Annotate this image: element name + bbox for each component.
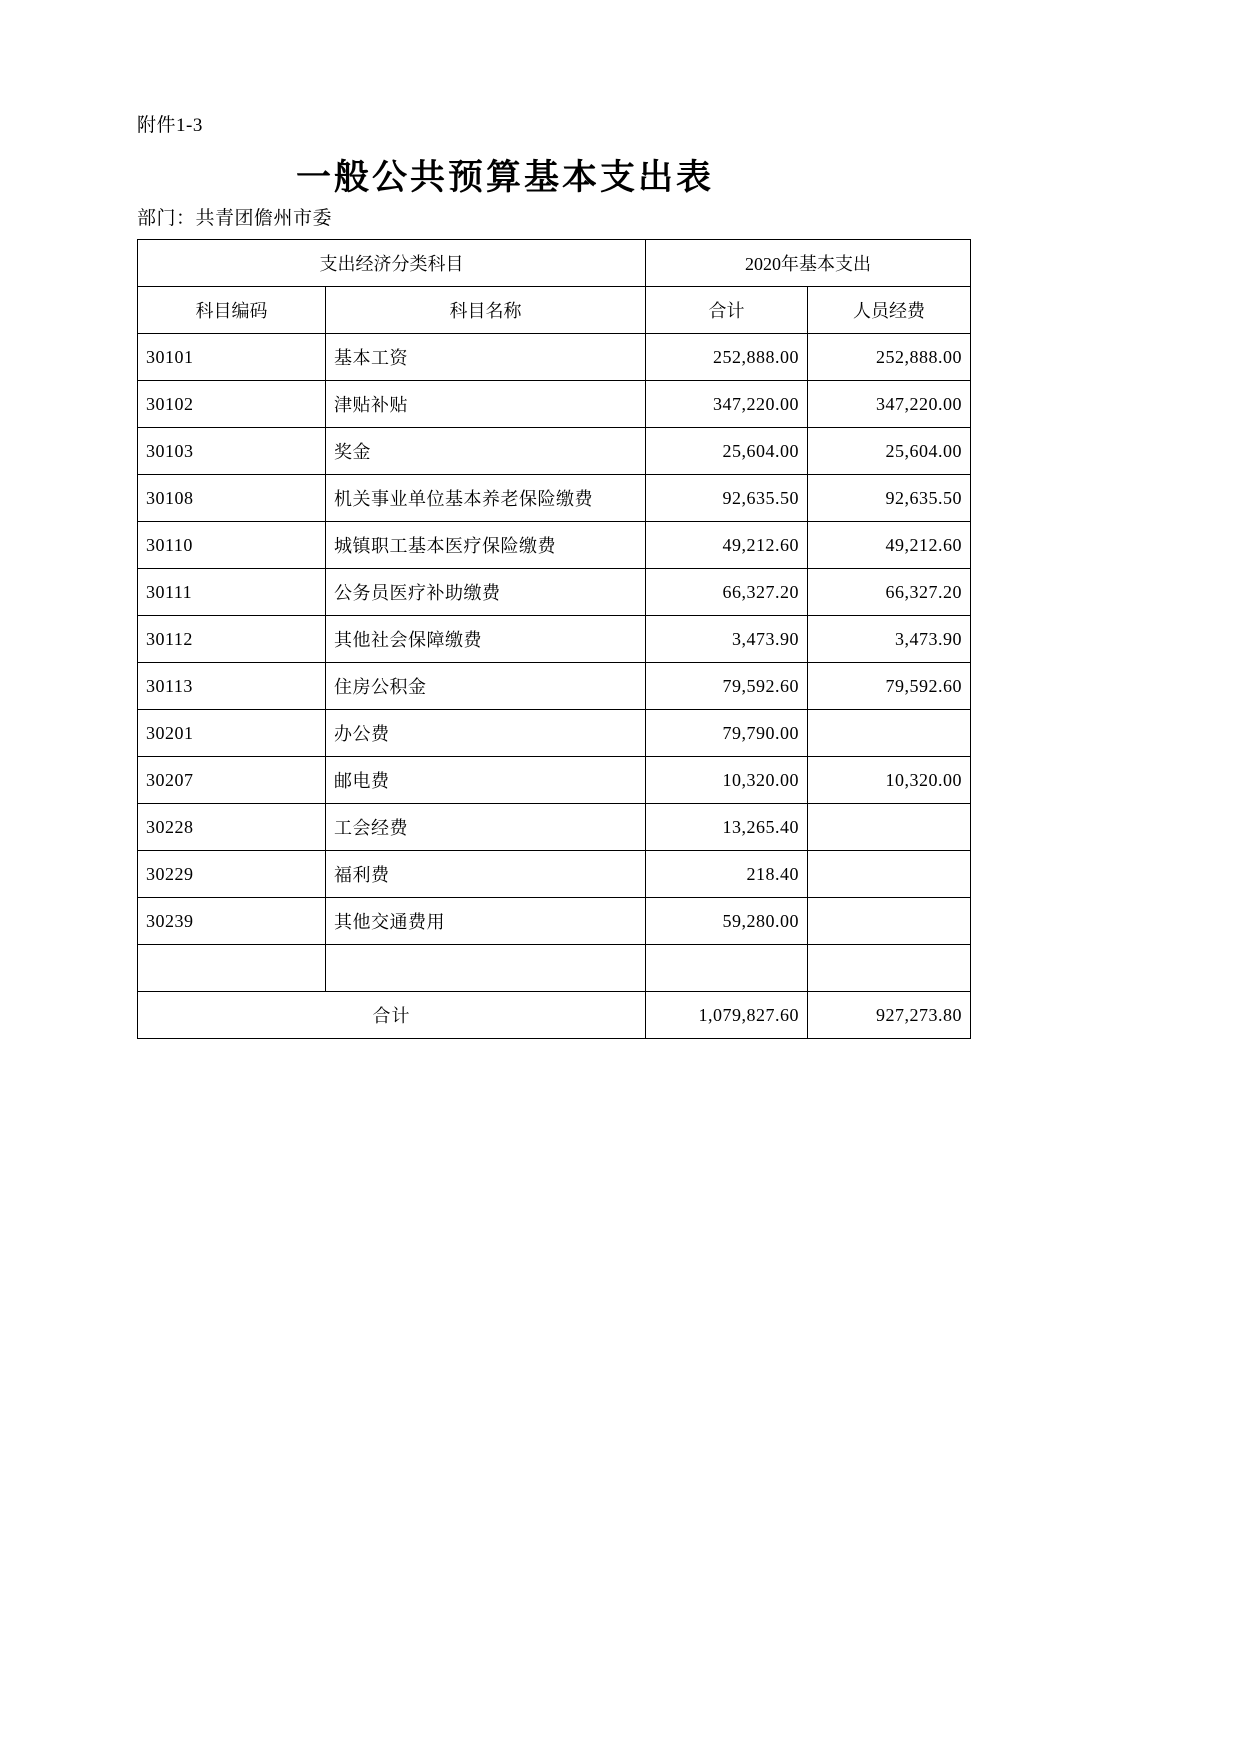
table-row <box>138 710 971 757</box>
cell-name: 工会经费 <box>326 804 646 851</box>
cell-total: 13,265.40 <box>646 804 808 851</box>
cell-personnel: 252,888.00 <box>808 334 971 381</box>
cell-code <box>138 945 326 992</box>
cell-name: 住房公积金 <box>326 663 646 710</box>
cell-name: 基本工资 <box>326 334 646 381</box>
cell-total <box>646 945 808 992</box>
cell-total: 25,604.00 <box>646 428 808 475</box>
cell-personnel <box>808 804 971 851</box>
cell-code: 30111 <box>138 569 326 616</box>
cell-code: 30102 <box>138 381 326 428</box>
cell-name: 城镇职工基本医疗保险缴费 <box>326 522 646 569</box>
department-line: 部门：共青团儋州市委 <box>137 208 333 229</box>
column-header-name: 科目名称 <box>326 287 646 334</box>
cell-total: 66,327.20 <box>646 569 808 616</box>
cell-personnel: 3,473.90 <box>808 616 971 663</box>
cell-total: 3,473.90 <box>646 616 808 663</box>
cell-code: 30229 <box>138 851 326 898</box>
cell-total: 79,790.00 <box>646 710 808 757</box>
cell-total: 218.40 <box>646 851 808 898</box>
group-header-basic-expenditure: 2020年基本支出 <box>646 240 971 287</box>
table-row <box>138 381 971 428</box>
cell-personnel: 79,592.60 <box>808 663 971 710</box>
table-row <box>138 851 971 898</box>
cell-total: 59,280.00 <box>646 898 808 945</box>
table-group-header-row <box>138 240 971 287</box>
cell-personnel <box>808 710 971 757</box>
cell-code: 30113 <box>138 663 326 710</box>
cell-code: 30112 <box>138 616 326 663</box>
attachment-label: 附件1-3 <box>137 115 203 136</box>
table-column-header-row <box>138 287 971 334</box>
column-header-code: 科目编码 <box>138 287 326 334</box>
cell-total: 79,592.60 <box>646 663 808 710</box>
cell-total: 92,635.50 <box>646 475 808 522</box>
column-header-total: 合计 <box>646 287 808 334</box>
cell-name: 津贴补贴 <box>326 381 646 428</box>
cell-name: 福利费 <box>326 851 646 898</box>
cell-personnel: 49,212.60 <box>808 522 971 569</box>
table-row <box>138 569 971 616</box>
cell-personnel <box>808 898 971 945</box>
table-row <box>138 898 971 945</box>
cell-total: 49,212.60 <box>646 522 808 569</box>
column-header-personnel: 人员经费 <box>808 287 971 334</box>
cell-personnel: 10,320.00 <box>808 757 971 804</box>
total-row-total: 1,079,827.60 <box>646 992 808 1039</box>
cell-name: 其他交通费用 <box>326 898 646 945</box>
table-row <box>138 804 971 851</box>
cell-total: 10,320.00 <box>646 757 808 804</box>
table-row <box>138 522 971 569</box>
table-row <box>138 663 971 710</box>
cell-name: 机关事业单位基本养老保险缴费 <box>326 475 646 522</box>
table-total-row <box>138 992 971 1039</box>
cell-total: 252,888.00 <box>646 334 808 381</box>
total-row-label: 合计 <box>138 992 646 1039</box>
table-row <box>138 616 971 663</box>
cell-name: 奖金 <box>326 428 646 475</box>
cell-code: 30103 <box>138 428 326 475</box>
cell-personnel: 66,327.20 <box>808 569 971 616</box>
cell-name: 邮电费 <box>326 757 646 804</box>
table-row <box>138 334 971 381</box>
cell-personnel: 92,635.50 <box>808 475 971 522</box>
cell-personnel <box>808 945 971 992</box>
cell-code: 30201 <box>138 710 326 757</box>
budget-table <box>137 239 971 1039</box>
table-row <box>138 428 971 475</box>
table-row <box>138 475 971 522</box>
cell-name: 其他社会保障缴费 <box>326 616 646 663</box>
cell-name: 办公费 <box>326 710 646 757</box>
table-row <box>138 757 971 804</box>
page-title: 一般公共预算基本支出表 <box>295 158 714 197</box>
cell-code: 30239 <box>138 898 326 945</box>
cell-personnel: 25,604.00 <box>808 428 971 475</box>
cell-name <box>326 945 646 992</box>
cell-code: 30228 <box>138 804 326 851</box>
cell-personnel <box>808 851 971 898</box>
cell-code: 30108 <box>138 475 326 522</box>
cell-personnel: 347,220.00 <box>808 381 971 428</box>
cell-code: 30207 <box>138 757 326 804</box>
group-header-expense-category: 支出经济分类科目 <box>138 240 646 287</box>
cell-code: 30101 <box>138 334 326 381</box>
cell-code: 30110 <box>138 522 326 569</box>
table-row-empty <box>138 945 971 992</box>
cell-total: 347,220.00 <box>646 381 808 428</box>
total-row-personnel: 927,273.80 <box>808 992 971 1039</box>
cell-name: 公务员医疗补助缴费 <box>326 569 646 616</box>
